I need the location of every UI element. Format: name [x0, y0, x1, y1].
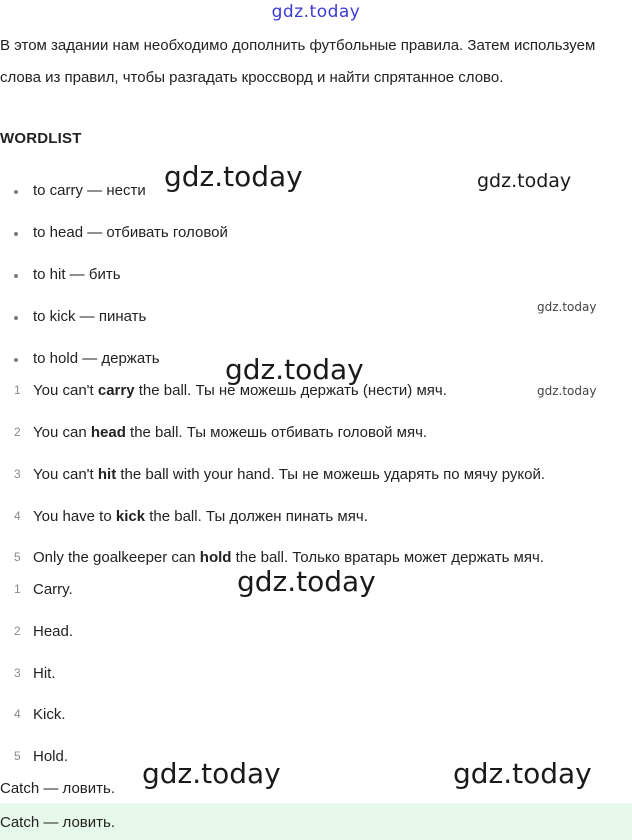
answer-text: Hold. [33, 748, 69, 765]
wordlist-item-text: to head — отбивать головой [33, 224, 228, 241]
hidden-word: Catch — ловить. [0, 780, 115, 797]
watermark: gdz.today [537, 384, 597, 398]
answer-text: Kick. [33, 706, 66, 723]
watermark: gdz.today [453, 757, 592, 790]
watermark: gdz.today [164, 160, 303, 193]
bullet-icon [14, 232, 18, 236]
site-logo[interactable]: gdz.today [271, 2, 361, 22]
list-number: 5 [14, 749, 21, 763]
rule-text: Only the goalkeeper can hold the ball. Только вратарь может держать мяч. [33, 549, 544, 566]
list-number: 5 [14, 550, 21, 564]
answer-text: Head. [33, 623, 74, 640]
wordlist-item-text: to kick — пинать [33, 308, 147, 325]
rule-text: You can't carry the ball. Ты не можешь держать (нести) мяч. [33, 382, 447, 399]
wordlist-item-text: to carry — нести [33, 182, 146, 199]
answer-text: Carry. [33, 581, 73, 598]
list-number: 3 [14, 467, 21, 481]
rule-text: You can't hit the ball with your hand. Ты не можешь ударять по мячу рукой. [33, 466, 546, 483]
list-number: 4 [14, 509, 21, 523]
bullet-icon [14, 274, 18, 278]
wordlist-item-text: to hit — бить [33, 266, 121, 283]
answer-highlight-box [0, 803, 632, 840]
wordlist-heading: WORDLIST [0, 130, 82, 147]
list-number: 1 [14, 582, 21, 596]
list-number: 3 [14, 666, 21, 680]
bullet-icon [14, 358, 18, 362]
rule-text: You have to kick the ball. Ты должен пинать мяч. [33, 508, 368, 525]
bullet-icon [14, 316, 18, 320]
list-number: 2 [14, 425, 21, 439]
rule-text: You can head the ball. Ты можешь отбивать головой мяч. [33, 424, 428, 441]
watermark: gdz.today [225, 353, 364, 386]
watermark: gdz.today [477, 170, 572, 192]
watermark: gdz.today [142, 757, 281, 790]
list-number: 1 [14, 383, 21, 397]
bullet-icon [14, 190, 18, 194]
watermark: gdz.today [537, 300, 597, 314]
answer-highlight-text: Catch — ловить. [0, 814, 115, 831]
list-number: 4 [14, 707, 21, 721]
wordlist-item-text: to hold — держать [33, 350, 160, 367]
watermark: gdz.today [237, 565, 376, 598]
task-description: В этом задании нам необходимо дополнить футбольные правила. Затем используем слова из правил, чтобы разгадать кроссворд и найти спрятанное слово. [0, 37, 596, 86]
answer-text: Hit. [33, 665, 56, 682]
list-number: 2 [14, 624, 21, 638]
